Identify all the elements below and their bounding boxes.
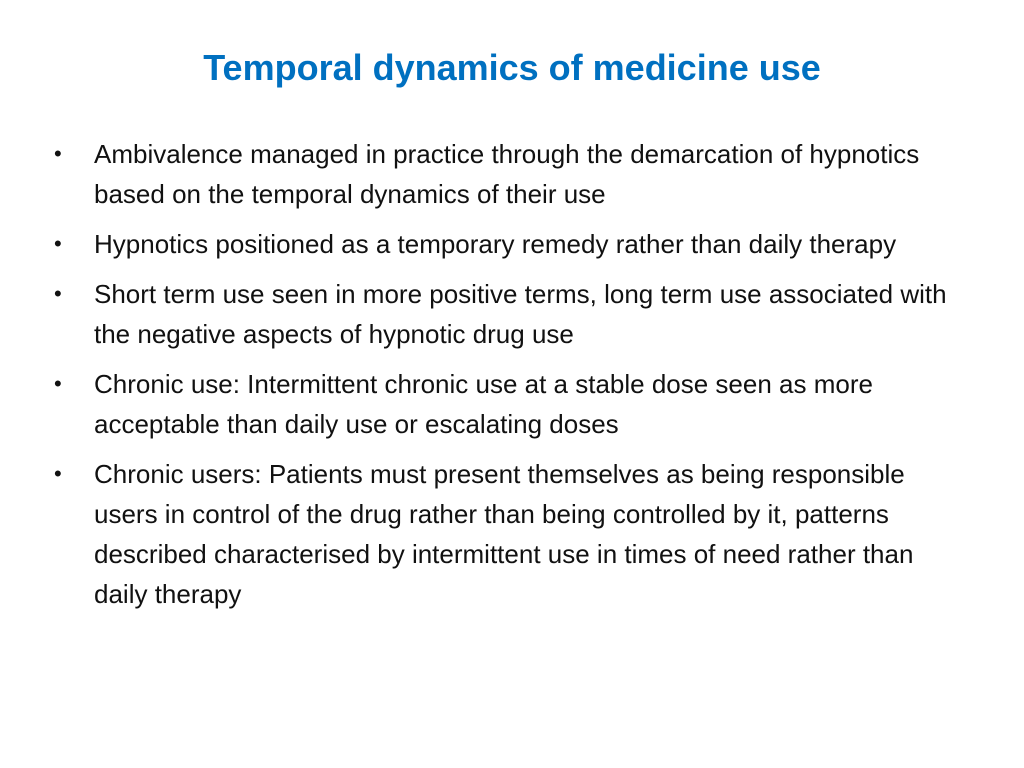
bullet-item <box>52 224 972 264</box>
bullet-icon: • <box>54 371 62 396</box>
bullet-item <box>52 134 972 214</box>
bullet-text: Chronic users: Patients must present themselves as being responsible users in control of the drug rather than being controlled by it, patterns described characterised by intermittent use in times of need rather than daily therapy <box>94 459 914 609</box>
bullet-icon: • <box>54 281 62 306</box>
bullet-text: Chronic use: Intermittent chronic use at a stable dose seen as more acceptable than daily use or escalating doses <box>94 369 873 439</box>
bullet-icon: • <box>54 461 62 486</box>
bullet-item <box>52 454 972 614</box>
bullet-icon: • <box>54 141 62 166</box>
bullet-text: Ambivalence managed in practice through the demarcation of hypnotics based on the temporal dynamics of their use <box>94 139 920 209</box>
bullet-item <box>52 364 972 444</box>
bullet-list <box>52 134 972 624</box>
slide-title: Temporal dynamics of medicine use <box>203 47 821 88</box>
bullet-text: Short term use seen in more positive terms, long term use associated with the negative aspects of hypnotic drug use <box>94 279 947 349</box>
bullet-text: Hypnotics positioned as a temporary remedy rather than daily therapy <box>94 229 897 259</box>
bullet-item <box>52 274 972 354</box>
bullet-icon: • <box>54 231 62 256</box>
